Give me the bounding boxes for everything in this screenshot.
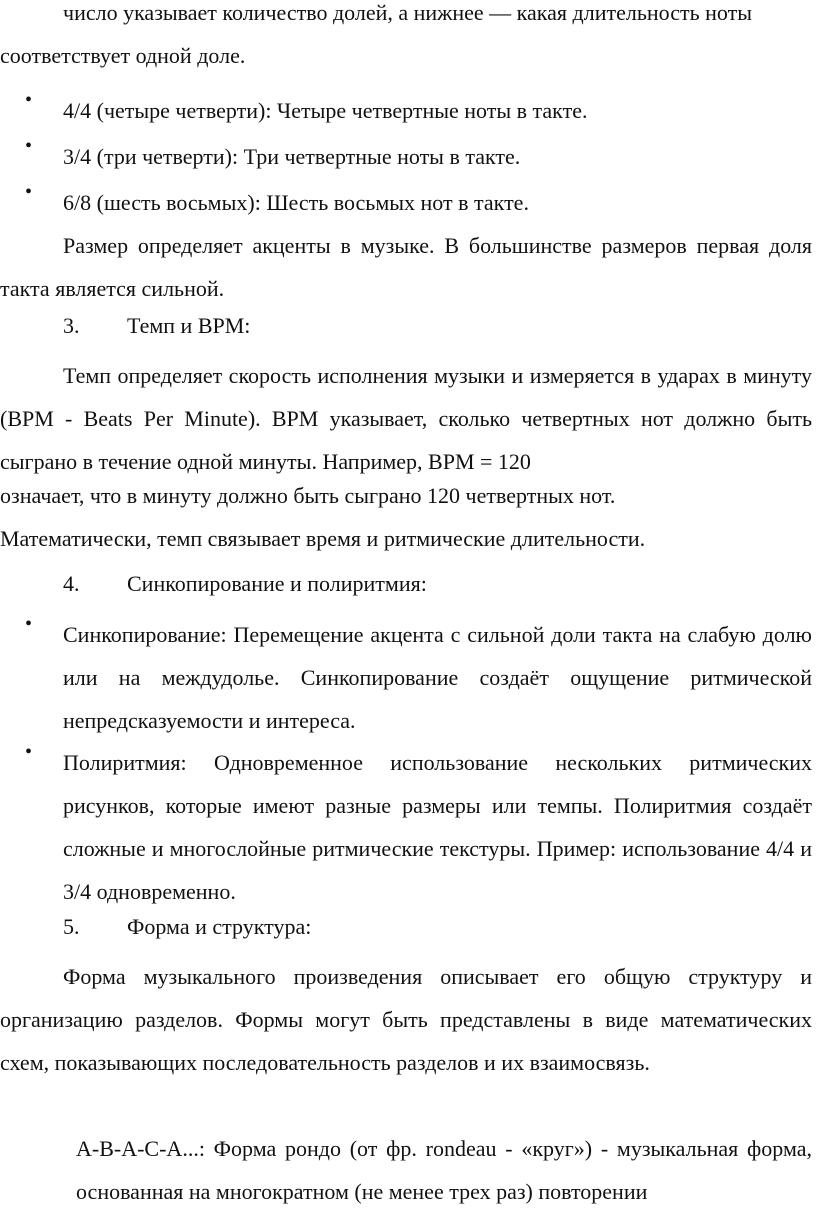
section-title: Синкопирование и полиритмия: bbox=[127, 571, 427, 596]
paragraph: Форма музыкального произведения описывает его общую структуру и организацию разделов. Формы могут быть представлены в виде математических схем, показывающих последовательность разделов и их взаимосвязь. bbox=[0, 964, 812, 1075]
list-item-text: 6/8 (шесть восьмых): Шесть восьмых нот в такте. bbox=[63, 190, 529, 215]
section-number: 3. bbox=[63, 313, 80, 338]
bullet-icon: • bbox=[25, 741, 33, 763]
bullet-icon: • bbox=[25, 89, 33, 111]
list-item-text: Синкопирование: Перемещение акцента с сильной доли такта на слабую долю или на междудолье. Синкопирование создаёт ощущение ритмической непредсказуемости и интереса. bbox=[63, 622, 812, 733]
text-line: число указывает количество долей, а нижнее — какая длительность ноты bbox=[63, 0, 752, 25]
bullet-icon: • bbox=[25, 613, 33, 635]
list-item-text: 3/4 (три четверти): Три четвертные ноты в такте. bbox=[63, 144, 521, 169]
bullet-icon: • bbox=[25, 135, 33, 157]
text-line: означает, что в минуту должно быть сыграно 120 четвертных нот. bbox=[0, 483, 616, 508]
list-item-text: Полиритмия: Одновременное использование нескольких ритмических рисунков, которые имеют разные размеры или темпы. Полиритмия создаёт сложные и многослойные ритмические текстуры. Пример: использование 4/4 и 3/4 одновременно. bbox=[63, 750, 812, 904]
section-title: Форма и структура: bbox=[127, 914, 312, 939]
section-number: 5. bbox=[63, 914, 80, 939]
text-line: Математически, темп связывает время и ритмические длительности. bbox=[0, 526, 646, 551]
list-item-text: 4/4 (четыре четверти): Четыре четвертные ноты в такте. bbox=[63, 98, 588, 123]
paragraph: Размер определяет акценты в музыке. В большинстве размеров первая доля такта является сильной. bbox=[0, 233, 812, 301]
section-title: Темп и BPM: bbox=[127, 313, 251, 338]
section-number: 4. bbox=[63, 571, 80, 596]
text-line: соответствует одной доле. bbox=[0, 43, 246, 68]
paragraph: Темп определяет скорость исполнения музыки и измеряется в ударах в минуту (BPM - Beats Per Minute). BPM указывает, сколько четвертных нот должно быть сыграно в течение одной минуты. Например, BPM = 120 bbox=[0, 363, 812, 474]
bullet-icon: • bbox=[25, 181, 33, 203]
paragraph: A-B-A-C-A...: Форма рондо (от фр. rondeau - «круг») - музыкальная форма, основанная на многократном (не менее трех раз) повторении bbox=[76, 1136, 812, 1204]
